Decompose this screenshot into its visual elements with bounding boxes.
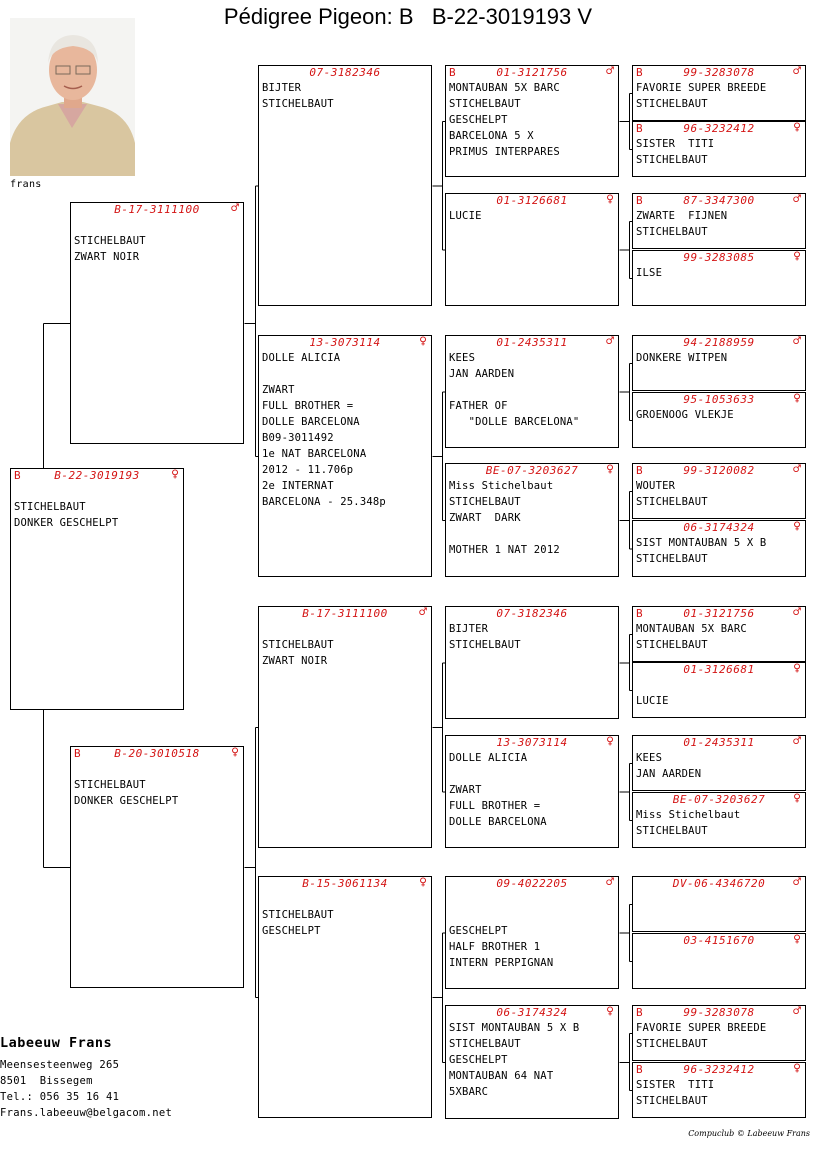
detail-line: FATHER OF <box>449 400 508 412</box>
sex-icon: ♀ <box>171 467 179 482</box>
pigeon-header <box>446 336 618 350</box>
pigeon-details <box>259 80 431 112</box>
detail-line: 1e NAT BARCELONA <box>262 448 367 460</box>
ring-number: 01-3126681 <box>683 663 755 676</box>
sex-icon: ♀ <box>793 249 801 264</box>
detail-line: FULL BROTHER = <box>262 400 354 412</box>
pigeon-card-m <box>70 746 244 988</box>
pigeon-header <box>633 793 805 807</box>
ring-number: 01-3121756 <box>496 66 568 79</box>
footer-credit: Compuclub © Labeeuw Frans <box>688 1129 810 1138</box>
pigeon-details <box>446 478 618 558</box>
pigeon-card-fmmf <box>632 463 806 519</box>
pigeon-card-mmf <box>445 876 619 989</box>
pigeon-card-mfmm <box>632 792 806 848</box>
ring-number: 06-3174324 <box>683 521 755 534</box>
detail-line: STICHELBAUT <box>636 154 708 166</box>
sex-icon: ♀ <box>606 1004 614 1019</box>
ring-number: BE-07-3203627 <box>485 464 579 477</box>
page-title: Pédigree Pigeon: B B-22-3019193 V <box>223 4 593 29</box>
detail-line: STICHELBAUT <box>636 825 708 837</box>
detail-line: STICHELBAUT <box>74 779 146 791</box>
ring-number: 01-2435311 <box>683 736 755 749</box>
sex-icon: ♂ <box>793 875 801 890</box>
detail-line: FULL BROTHER = <box>449 800 541 812</box>
detail-line: SIST MONTAUBAN 5 X B <box>449 1022 580 1034</box>
sex-icon: ♂ <box>231 201 239 216</box>
sex-icon: ♀ <box>419 334 427 349</box>
pigeon-card-fmmm <box>632 520 806 577</box>
detail-line: STICHELBAUT <box>636 98 708 110</box>
pigeon-header <box>633 122 805 136</box>
ring-number: 96-3232412 <box>683 1063 755 1076</box>
ring-number: B-17-3111100 <box>302 607 388 620</box>
ring-number: 87-3347300 <box>683 194 755 207</box>
detail-line <box>74 761 240 777</box>
sex-icon: ♀ <box>793 661 801 676</box>
pigeon-header <box>633 393 805 407</box>
pigeon-header <box>259 877 431 891</box>
detail-line: FAVORIE SUPER BREEDE <box>636 82 767 94</box>
detail-line: 2e INTERNAT <box>262 480 334 492</box>
detail-line <box>449 382 615 398</box>
detail-line: DOLLE BARCELONA <box>449 816 547 828</box>
pigeon-details <box>633 1077 805 1109</box>
country-prefix: B <box>636 464 643 477</box>
pigeon-header <box>446 66 618 80</box>
detail-line: DONKER GESCHELPT <box>14 517 119 529</box>
sex-icon: ♂ <box>793 1004 801 1019</box>
detail-line <box>262 366 428 382</box>
pigeon-header <box>633 663 805 677</box>
ring-number: 99-3283085 <box>683 251 755 264</box>
ring-number: 07-3182346 <box>309 66 381 79</box>
pigeon-header <box>446 194 618 208</box>
pigeon-card-subject <box>10 468 184 710</box>
detail-line: BIJTER <box>262 82 302 94</box>
detail-line: STICHELBAUT <box>636 1095 708 1107</box>
sex-icon: ♂ <box>793 462 801 477</box>
pigeon-details <box>633 407 805 423</box>
country-prefix: B <box>636 1063 643 1076</box>
detail-line: BARCELONA - 25.348p <box>262 496 386 508</box>
sex-icon: ♂ <box>793 734 801 749</box>
detail-line: STICHELBAUT <box>262 98 334 110</box>
sex-icon: ♀ <box>606 192 614 207</box>
detail-line: DOLLE ALICIA <box>449 752 528 764</box>
detail-line: SISTER TITI <box>636 1079 715 1091</box>
detail-line <box>449 766 615 782</box>
pigeon-details <box>633 478 805 510</box>
address-city: 8501 Bissegem <box>0 1075 93 1087</box>
pigeon-details <box>633 80 805 112</box>
pigeon-details <box>633 535 805 567</box>
pigeon-details <box>259 621 431 669</box>
pigeon-header <box>259 336 431 350</box>
detail-line: MONTAUBAN 5X BARC <box>449 82 560 94</box>
sex-icon: ♀ <box>793 519 801 534</box>
detail-line: STICHELBAUT <box>449 496 521 508</box>
detail-line: KEES <box>449 352 476 364</box>
pigeon-header <box>633 251 805 265</box>
detail-line: MOTHER 1 NAT 2012 <box>449 544 560 556</box>
sex-icon: ♀ <box>793 1061 801 1076</box>
detail-line: STICHELBAUT <box>636 639 708 651</box>
detail-line: ZWART NOIR <box>74 251 140 263</box>
country-prefix: B <box>74 747 81 760</box>
detail-line: 5XBARC <box>449 1086 489 1098</box>
pigeon-details <box>633 136 805 168</box>
pigeon-details <box>633 265 805 281</box>
sex-icon: ♀ <box>793 791 801 806</box>
detail-line: DOLLE BARCELONA <box>262 416 360 428</box>
ring-number: 99-3283078 <box>683 66 755 79</box>
pigeon-card-ff <box>258 65 432 306</box>
sex-icon: ♂ <box>606 64 614 79</box>
detail-line: STICHELBAUT <box>262 909 334 921</box>
owner-address <box>0 1057 172 1121</box>
detail-line: GROENOOG VLEKJE <box>636 409 734 421</box>
pigeon-card-ffmf <box>632 193 806 249</box>
sex-icon: ♀ <box>231 745 239 760</box>
pigeon-header <box>446 464 618 478</box>
pigeon-card-mfm <box>445 735 619 848</box>
detail-line: MONTAUBAN 5X BARC <box>636 623 747 635</box>
pigeon-card-mfmf <box>632 735 806 791</box>
pigeon-header <box>633 736 805 750</box>
detail-line: GESCHELPT <box>262 925 321 937</box>
ring-number: 07-3182346 <box>496 607 568 620</box>
detail-line: JAN AARDEN <box>636 768 702 780</box>
pigeon-header <box>633 934 805 948</box>
pigeon-card-mff <box>445 606 619 719</box>
sex-icon: ♂ <box>793 605 801 620</box>
detail-line: STICHELBAUT <box>636 496 708 508</box>
pigeon-header <box>259 607 431 621</box>
pigeon-card-f <box>70 202 244 444</box>
detail-line: PRIMUS INTERPARES <box>449 146 560 158</box>
detail-line: STICHELBAUT <box>262 639 334 651</box>
pigeon-card-fmfm <box>632 392 806 448</box>
detail-line: INTERN PERPIGNAN <box>449 957 554 969</box>
pigeon-details <box>446 891 618 971</box>
detail-line: JAN AARDEN <box>449 368 515 380</box>
detail-line <box>449 526 615 542</box>
pigeon-details <box>71 761 243 809</box>
ring-number: 13-3073114 <box>496 736 568 749</box>
pigeon-header <box>259 66 431 80</box>
detail-line: GESCHELPT <box>449 114 508 126</box>
country-prefix: B <box>636 194 643 207</box>
country-prefix: B <box>636 1006 643 1019</box>
pigeon-details <box>633 208 805 240</box>
pigeon-card-mmmf <box>632 1005 806 1061</box>
detail-line: Miss Stichelbaut <box>636 809 741 821</box>
ring-number: BE-07-3203627 <box>672 793 766 806</box>
pigeon-header <box>633 877 805 891</box>
ring-number: 96-3232412 <box>683 122 755 135</box>
detail-line: LUCIE <box>449 210 482 222</box>
pigeon-details <box>446 750 618 830</box>
detail-line: STICHELBAUT <box>449 98 521 110</box>
detail-line: GESCHELPT <box>449 1054 508 1066</box>
ring-number: B-15-3061134 <box>302 877 388 890</box>
detail-line: LUCIE <box>636 695 669 707</box>
ring-number: B-22-3019193 <box>54 469 140 482</box>
detail-line: HALF BROTHER 1 <box>449 941 541 953</box>
ring-number: B-17-3111100 <box>114 203 200 216</box>
pigeon-card-ffff <box>632 65 806 121</box>
pigeon-card-fmf <box>445 335 619 448</box>
detail-line: BARCELONA 5 X <box>449 130 534 142</box>
detail-line: 2012 - 11.706p <box>262 464 354 476</box>
owner-info <box>0 1035 172 1121</box>
detail-line: ZWART DARK <box>449 512 521 524</box>
pigeon-details <box>446 1020 618 1100</box>
pigeon-card-mmmm <box>632 1062 806 1118</box>
pigeon-header <box>446 877 618 891</box>
sex-icon: ♀ <box>606 734 614 749</box>
country-prefix: B <box>14 469 21 482</box>
pigeon-details <box>633 807 805 839</box>
detail-line <box>262 891 428 907</box>
detail-line: SIST MONTAUBAN 5 X B <box>636 537 767 549</box>
pigeon-card-fffm <box>632 121 806 177</box>
detail-line: WOUTER <box>636 480 676 492</box>
pigeon-header <box>446 1006 618 1020</box>
sex-icon: ♀ <box>793 391 801 406</box>
pigeon-header <box>71 203 243 217</box>
pigeon-card-fmm <box>445 463 619 577</box>
pigeon-header <box>633 336 805 350</box>
pigeon-header <box>633 1063 805 1077</box>
sex-icon: ♂ <box>793 334 801 349</box>
country-prefix: B <box>636 122 643 135</box>
ring-number: 99-3120082 <box>683 464 755 477</box>
detail-line <box>449 891 615 907</box>
pigeon-details <box>633 750 805 782</box>
pigeon-header <box>446 607 618 621</box>
pigeon-details <box>259 350 431 510</box>
pigeon-details <box>633 677 805 709</box>
pigeon-details <box>446 208 618 224</box>
ring-number: 01-3126681 <box>496 194 568 207</box>
sex-icon: ♀ <box>606 462 614 477</box>
detail-line <box>262 621 428 637</box>
sex-icon: ♂ <box>793 64 801 79</box>
detail-line: STICHELBAUT <box>449 639 521 651</box>
sex-icon: ♂ <box>606 334 614 349</box>
pigeon-details <box>259 891 431 939</box>
pigeon-header <box>633 194 805 208</box>
detail-line: STICHELBAUT <box>636 553 708 565</box>
detail-line: B09-3011492 <box>262 432 334 444</box>
detail-line: FAVORIE SUPER BREEDE <box>636 1022 767 1034</box>
pigeon-header <box>633 521 805 535</box>
country-prefix: B <box>636 607 643 620</box>
pigeon-card-mfff <box>632 606 806 662</box>
detail-line: MONTAUBAN 64 NAT <box>449 1070 554 1082</box>
sex-icon: ♂ <box>419 605 427 620</box>
pigeon-header <box>446 736 618 750</box>
pigeon-card-mmfm <box>632 933 806 989</box>
detail-line: STICHELBAUT <box>636 1038 708 1050</box>
pigeon-card-fff <box>445 65 619 177</box>
pigeon-header <box>11 469 183 483</box>
detail-line: ZWART <box>262 384 295 396</box>
pigeon-header <box>633 607 805 621</box>
ring-number: 94-2188959 <box>683 336 755 349</box>
ring-number: 06-3174324 <box>496 1006 568 1019</box>
photo-caption: frans <box>10 179 42 190</box>
pigeon-card-mf <box>258 606 432 848</box>
pigeon-header <box>71 747 243 761</box>
pigeon-header <box>633 1006 805 1020</box>
pigeon-details <box>446 80 618 160</box>
pigeon-details <box>11 483 183 531</box>
pigeon-card-ffm <box>445 193 619 306</box>
sex-icon: ♀ <box>419 875 427 890</box>
pigeon-card-mffm <box>632 662 806 718</box>
detail-line <box>14 483 180 499</box>
detail-line <box>74 217 240 233</box>
detail-line: STICHELBAUT <box>636 226 708 238</box>
detail-line <box>449 907 615 923</box>
detail-line: "DOLLE BARCELONA" <box>449 416 580 428</box>
pigeon-card-mm <box>258 876 432 1118</box>
detail-line <box>636 677 802 693</box>
pigeon-card-mmff <box>632 876 806 932</box>
detail-line: STICHELBAUT <box>74 235 146 247</box>
detail-line: KEES <box>636 752 663 764</box>
detail-line: ZWARTE FIJNEN <box>636 210 728 222</box>
detail-line: DOLLE ALICIA <box>262 352 341 364</box>
detail-line: STICHELBAUT <box>449 1038 521 1050</box>
pigeon-details <box>446 621 618 653</box>
address-phone: Tel.: 056 35 16 41 <box>0 1091 120 1103</box>
pigeon-card-mmm <box>445 1005 619 1119</box>
pigeon-details <box>446 350 618 430</box>
detail-line: BIJTER <box>449 623 489 635</box>
ring-number: 09-4022205 <box>496 877 568 890</box>
country-prefix: B <box>636 66 643 79</box>
sex-icon: ♂ <box>793 192 801 207</box>
pigeon-header <box>633 464 805 478</box>
ring-number: DV-06-4346720 <box>672 877 766 890</box>
ring-number: 01-2435311 <box>496 336 568 349</box>
pigeon-details <box>633 621 805 653</box>
ring-number: 01-3121756 <box>683 607 755 620</box>
pigeon-card-ffmm <box>632 250 806 306</box>
ring-number: 99-3283078 <box>683 1006 755 1019</box>
pigeon-details <box>633 1020 805 1052</box>
detail-line: GESCHELPT <box>449 925 508 937</box>
address-street: Meensesteenweg 265 <box>0 1059 120 1071</box>
detail-line: ZWART NOIR <box>262 655 328 667</box>
detail-line: ILSE <box>636 267 663 279</box>
detail-line: SISTER TITI <box>636 138 715 150</box>
ring-number: B-20-3010518 <box>114 747 200 760</box>
pigeon-header <box>633 66 805 80</box>
owner-name: Labeeuw Frans <box>0 1035 113 1051</box>
sex-icon: ♀ <box>793 120 801 135</box>
ring-number: 13-3073114 <box>309 336 381 349</box>
detail-line: STICHELBAUT <box>14 501 86 513</box>
ring-number: 03-4151670 <box>683 934 755 947</box>
detail-line: Miss Stichelbaut <box>449 480 554 492</box>
ring-number: 95-1053633 <box>683 393 755 406</box>
address-email: Frans.labeeuw@belgacom.net <box>0 1107 173 1119</box>
detail-line: DONKERE WITPEN <box>636 352 728 364</box>
detail-line: DONKER GESCHELPT <box>74 795 179 807</box>
sex-icon: ♀ <box>793 932 801 947</box>
detail-line: ZWART <box>449 784 482 796</box>
country-prefix: B <box>449 66 456 79</box>
sex-icon: ♂ <box>606 875 614 890</box>
pigeon-details <box>633 350 805 366</box>
pigeon-card-fm <box>258 335 432 577</box>
pigeon-details <box>71 217 243 265</box>
pigeon-card-fmff <box>632 335 806 391</box>
